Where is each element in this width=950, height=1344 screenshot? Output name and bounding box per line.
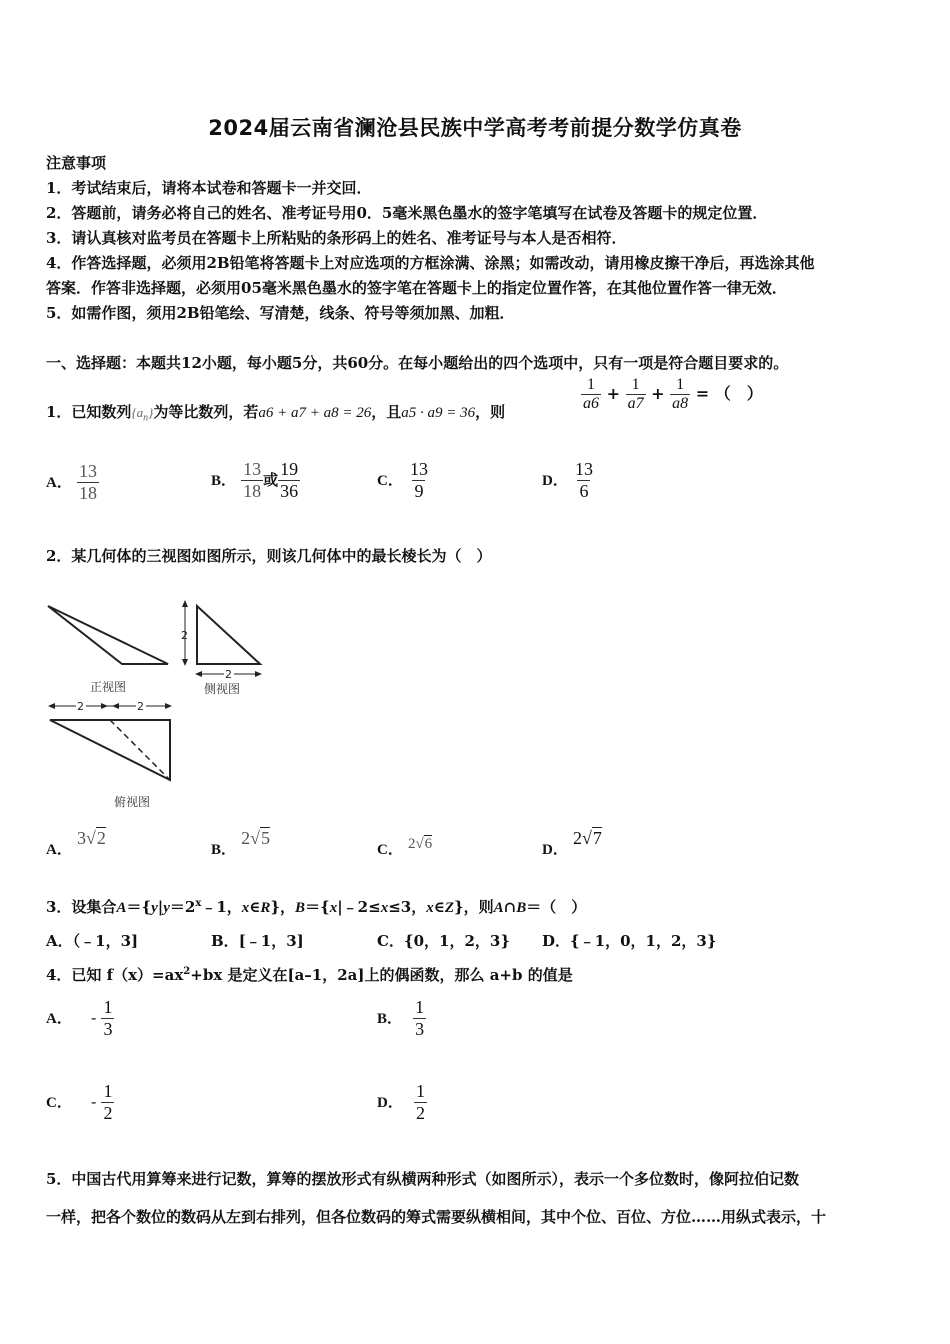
- q1-option-a[interactable]: A． $\frac{13}{18}$: [46, 461, 97, 503]
- q4-option-d[interactable]: D． $\frac{1}{2}$: [377, 1081, 425, 1123]
- q2-option-b[interactable]: B． 2√5: [211, 828, 270, 858]
- top-view-triangle: [50, 720, 170, 780]
- notice-item: 答案．作答非选择题，必须用05毫米黑色墨水的签字笔在答题卡上的指定位置作答，在其他位置作答一律无效．: [46, 279, 787, 297]
- q1-option-c[interactable]: C． $\frac{13}{9}$: [377, 459, 428, 501]
- q2-option-d[interactable]: D． 2√7: [542, 828, 602, 858]
- front-view-triangle: [48, 606, 168, 664]
- question-2-stem: 2．某几何体的三视图如图所示，则该几何体中的最长棱长为（ ）: [46, 547, 492, 565]
- q2-option-c[interactable]: C． 2√6: [377, 836, 433, 858]
- three-view-figure: [44, 598, 274, 813]
- arrow-up-icon: [182, 600, 188, 607]
- top-view-label: 俯视图: [114, 795, 151, 809]
- q4-option-c[interactable]: C． - $\frac{1}{2}$: [46, 1081, 113, 1123]
- notice-item: 4．作答选择题，必须用2B铅笔将答题卡上对应选项的方框涂满、涂黑；如需改动，请用橡皮擦干净后，再选涂其他: [46, 254, 815, 272]
- notice-item: 3．请认真核对监考员在答题卡上所粘贴的条形码上的姓名、准考证号与本人是否相符．: [46, 229, 627, 247]
- arrow-left-icon: [195, 671, 202, 677]
- notice-heading: 注意事项: [46, 154, 107, 172]
- arrow-down-icon: [182, 659, 188, 666]
- question-5-line-1: 5．中国古代用算筹来进行记数，算筹的摆放形式有纵横两种形式（如图所示），表示一个多位数时，像阿拉伯记数: [46, 1170, 799, 1188]
- q3-option-c[interactable]: C．{0，1，2，3}: [377, 932, 510, 950]
- question-3-stem: 3．设集合$A=\{y|y=2^x﹣1$，x∈R}，B＝{x|﹣2≤x≤3，x∈Z}，则A∩B＝（ ）: [46, 898, 587, 916]
- top-view-hidden-edge: [110, 720, 170, 780]
- front-view-label: 正视图: [90, 680, 127, 694]
- question-1-stem: 1．已知数列$\{a_n\}$为等比数列，若a6 + a7 + a8 = 26，且a5 · a9 = 36，则: [46, 403, 506, 424]
- notice-item: 1．考试结束后，请将本试卷和答题卡一并交回．: [46, 179, 372, 197]
- q3-option-b[interactable]: B．[﹣1，3]: [211, 932, 304, 950]
- side-view-label: 侧视图: [204, 682, 241, 696]
- q1-option-b[interactable]: B． $\frac{13}{18}$ 或 $\frac{19}{36}$: [211, 459, 299, 501]
- question-1-expression: $\frac{1}{a6}$ + $\frac{1}{a7}$ + $\frac{1}{a8}$ = （ ）: [583, 376, 763, 412]
- dimension-label: 2: [181, 629, 188, 642]
- question-5-line-2: 一样，把各个数位的数码从左到右排列，但各位数码的筹式需要纵横相间，其中个位、百位、方位……用纵式表示，十: [46, 1208, 827, 1226]
- notice-item: 2．答题前，请务必将自己的姓名、准考证号用0．5毫米黑色墨水的签字笔填写在试卷及答题卡的规定位置．: [46, 204, 768, 222]
- side-view-triangle: [197, 606, 260, 664]
- arrow-right-icon: [255, 671, 262, 677]
- q4-option-a[interactable]: A． - $\frac{1}{3}$: [46, 997, 113, 1039]
- q3-option-d[interactable]: D．{﹣1，0，1，2，3}: [542, 932, 717, 950]
- arrow-right-icon: [165, 703, 172, 709]
- arrow-left-icon: [112, 703, 119, 709]
- dimension-label: 2: [225, 668, 232, 681]
- q3-option-a[interactable]: A．（﹣1，3]: [46, 932, 139, 950]
- q4-option-b[interactable]: B． $\frac{1}{3}$: [377, 997, 425, 1039]
- question-4-stem: 4．已知 $f(x)=ax^2+bx$ 是定义在[a–1，2a]上的偶函数，那么 a+b 的值是: [46, 966, 573, 984]
- arrow-left-icon: [48, 703, 55, 709]
- q1-option-d[interactable]: D． $\frac{13}{6}$: [542, 459, 593, 501]
- dimension-label: 2: [137, 700, 144, 713]
- section-heading: 一、选择题：本题共12小题，每小题5分，共60分。在每小题给出的四个选项中，只有一项是符合题目要求的。: [46, 354, 789, 372]
- page-title: 2024届云南省澜沧县民族中学高考考前提分数学仿真卷: [208, 116, 742, 140]
- notice-item: 5．如需作图，须用2B铅笔绘、写清楚，线条、符号等须加黑、加粗．: [46, 304, 515, 322]
- q2-option-a[interactable]: A． 3√2: [46, 828, 106, 858]
- arrow-right-icon: [101, 703, 108, 709]
- dimension-label: 2: [77, 700, 84, 713]
